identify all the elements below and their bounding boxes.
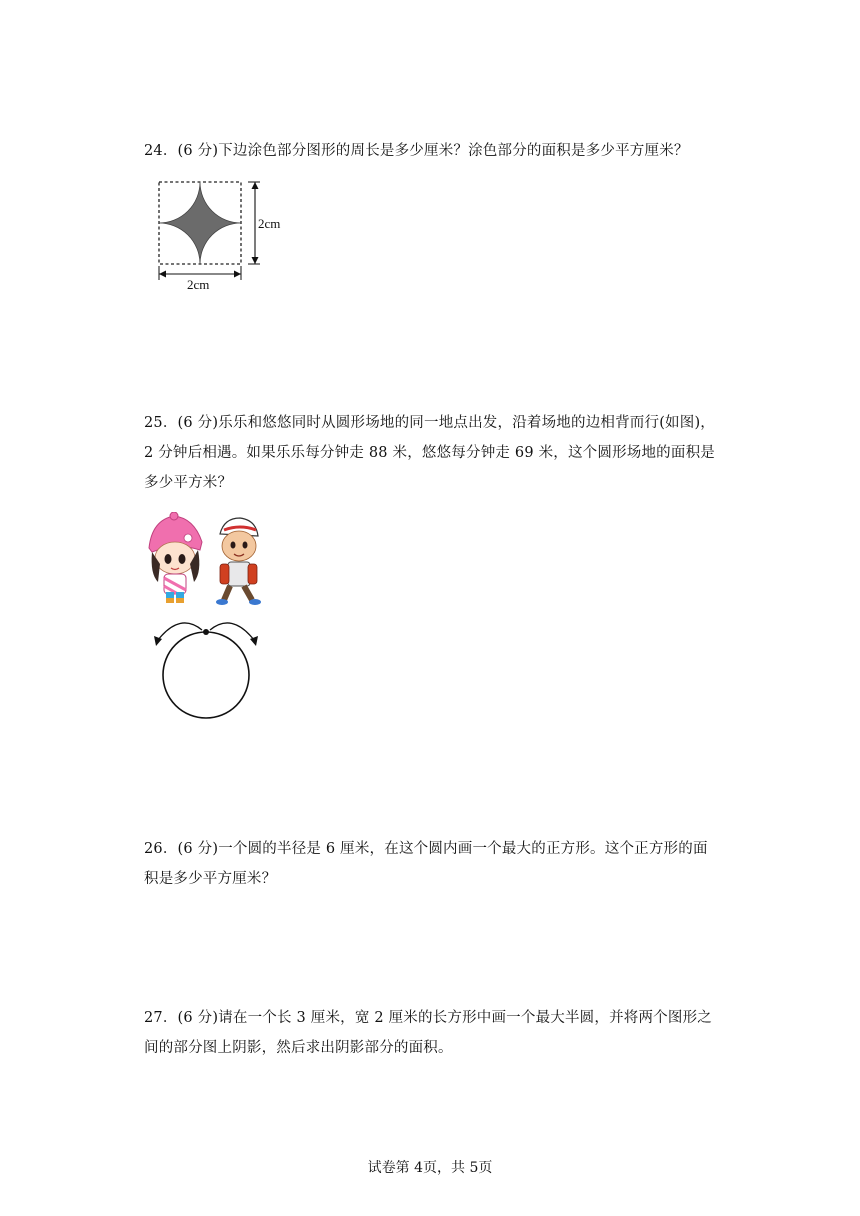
- arrow-up-icon: [252, 182, 259, 189]
- question-27-line-2: 间的部分图上阴影，然后求出阴影部分的面积。: [144, 1040, 453, 1056]
- height-label: 2cm: [258, 216, 281, 231]
- right-arrow-curve: [210, 623, 254, 640]
- question-25-figure: [144, 512, 269, 728]
- star-in-square-diagram: [150, 174, 300, 294]
- left-arrow-curve: [158, 623, 202, 640]
- shaded-star: [159, 182, 241, 264]
- page-footer: 试卷第 4页，共 5页: [367, 1160, 493, 1176]
- girl-icon: [149, 512, 202, 603]
- circular-field-diagram: [154, 623, 258, 718]
- width-label: 2cm: [187, 277, 210, 292]
- question-25-line-3: 多少平方米？: [144, 475, 233, 491]
- question-25-line-2: 2 分钟后相遇。如果乐乐每分钟走 88 米，悠悠每分钟走 69 米，这个圆形场地的面积是: [144, 445, 715, 461]
- arrow-right-icon: [234, 271, 241, 278]
- question-26-line-2: 积是多少平方厘米？: [144, 871, 277, 887]
- circle-field: [163, 632, 249, 718]
- question-26-line-1: 26．(6 分)一个圆的半径是 6 厘米，在这个圆内画一个最大的正方形。这个正方形的面: [144, 841, 708, 857]
- arrow-down-icon: [252, 257, 259, 264]
- question-27-line-1: 27．(6 分)请在一个长 3 厘米，宽 2 厘米的长方形中画一个最大半圆，并将两个图形之: [144, 1010, 712, 1026]
- question-24-figure: [150, 174, 300, 298]
- start-point: [203, 629, 209, 635]
- question-25-line-1: 25．(6 分)乐乐和悠悠同时从圆形场地的同一地点出发，沿着场地的边相背而行(如图)，: [144, 415, 716, 431]
- question-24-line-1: 24．(6 分)下边涂色部分图形的周长是多少厘米？涂色部分的面积是多少平方厘米？: [144, 143, 689, 159]
- boy-icon: [216, 518, 261, 605]
- arrow-left-icon: [159, 271, 166, 278]
- walking-children-diagram: [144, 512, 269, 724]
